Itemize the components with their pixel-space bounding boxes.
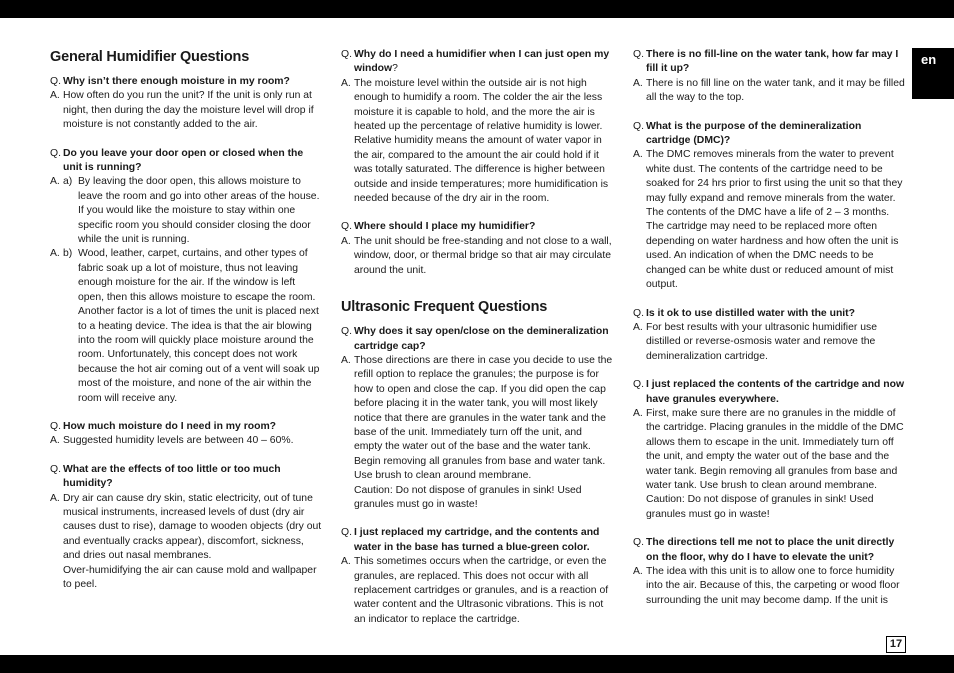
- section-heading-general: General Humidifier Questions: [50, 49, 250, 65]
- qa-item: [341, 48, 613, 206]
- answer: A. The moisture level within the outside air is not high enough to humidify a room. The colder the air the less moisture it is capable to hold, and the more the air is heated up the percentage of relative humidity is lower. Relative humidity means the amount of water vapor in the air, compared to the amount the air could hold if it was totally saturated. The difference is higher between outside and inside temperatures; more humidification is needed because of the dry air in the room.: [341, 77, 609, 205]
- question: Q. Where should I place my humidifier?: [341, 221, 536, 233]
- answer: A. This sometimes occurs when the cartridge, or even the granules, are replaced. This does not occur with all replacement cartridges or granules, and is a reaction of water content and the Ultrasonic vibrations. This is not an indicator to replace the cartridge.: [341, 556, 609, 625]
- bottom-black-bar: [0, 655, 954, 673]
- qa-item: [50, 420, 322, 449]
- question: Q. There is no fill-line on the water tank, how far may I fill it up?: [633, 49, 899, 75]
- question: Q. What is the purpose of the demineralization cartridge (DMC)?: [633, 120, 862, 147]
- question: Q. I just replaced my cartridge, and the contents and water in the base has turned a blue-green color.: [341, 527, 600, 553]
- qa-item: [50, 147, 322, 406]
- question: Q. How much moisture do I need in my room?: [50, 420, 277, 432]
- qa-item: [633, 536, 905, 608]
- answer: A. For best results with your ultrasonic humidifier use distilled or reverse-osmosis water and remove the demineralization cartridge.: [633, 321, 877, 362]
- qa-item: [633, 120, 905, 293]
- section-heading-ultrasonic: Ultrasonic Frequent Questions: [341, 299, 548, 316]
- answer: A. b) Wood, leather, carpet, curtains, and other types of fabric soak up a lot of moisture, thus not leaving enough moisture for the air. If the window is left open, then this allows moisture to escape the room. Another factor is a lot of times the unit is placed next to a heating device. The idea is that the air blowing into the room will quickly place moisture around the room. Unfortunately, this concept does not work because the hot air coming out of a vent will soak up most of the moisture, and none of the air within the room will receive any.: [50, 248, 320, 404]
- qa-item: [633, 307, 905, 365]
- answer: A. There is no fill line on the water tank, and it may be filled all the way to the top.: [633, 77, 905, 104]
- answer: A. The unit should be free-standing and not close to a wall, window, door, or thermal bridge so that air may circulate around the unit.: [341, 235, 612, 276]
- question: Q. Why do I need a humidifier when I can just open my window?: [341, 49, 610, 75]
- question: Q. Why isn’t there enough moisture in my room?: [50, 76, 290, 87]
- qa-item: [50, 75, 322, 133]
- qa-item: [633, 378, 905, 522]
- qa-item: [50, 463, 322, 593]
- qa-item: [341, 325, 613, 512]
- question: Q. I just replaced the contents of the cartridge and now have granules everywhere.: [633, 379, 905, 405]
- answer: A. First, make sure there are no granules in the middle of the cartridge. Placing granules in the middle of the DMC allows them to escape in the unit. Immediately turn off the unit, and empty the water out of the base and the water tank. Begin removing all granules from base and water tank. Use brush to clean around membrane. Caution: Do not dispose of granules in sink! Used granules must go in waste!: [633, 407, 904, 520]
- column-2: [341, 48, 613, 641]
- top-black-bar: [0, 0, 954, 18]
- answer: A. a) By leaving the door open, this allows moisture to leave the room and go into other areas of the house. If you would like the moisture to stay within one specific room you should consider closing the door while the unit is running.: [50, 176, 320, 246]
- qa-item: [633, 48, 905, 106]
- answer: A. How often do you run the unit? If the unit is only run at night, then during the day the moisture level will drop if moisture is not constantly added to the air.: [50, 90, 314, 131]
- qa-item: [341, 526, 613, 627]
- question: Q. Is it ok to use distilled water with the unit?: [633, 307, 855, 319]
- answer: A. The idea with this unit is to allow one to force humidity into the air. Because of this, the carpeting or wood floor surrounding the unit may become damp. If the unit is: [633, 566, 900, 606]
- language-tab: en: [912, 48, 954, 99]
- answer: A. Dry air can cause dry skin, static electricity, out of tune musical instruments, increased levels of dust (dry air causes dust to rise), damage to wooden objects (dry out and eventually cracks appear), discomfort, sickness, and dries out nasal membranes. Over-humidifying the air can cause mold and wallpaper to peel.: [50, 492, 322, 590]
- question: Q. Why does it say open/close on the demineralization cartridge cap?: [341, 326, 609, 352]
- answer: A. Those directions are there in case you decide to use the refill option to replace the granules; the purpose is for how to open and close the cap. If you did open the cap before placing it in the water tank, you will most likely notice that there are granules in the water tank and the base of the unit. Immediately turn off the unit, and empty the water out of the base and the water tank. Begin removing all granules from base and water tank. Use brush to clean around membrane. Caution: Do not dispose of granules in sink! Used granules must go in waste!: [341, 354, 613, 510]
- answer: A. The DMC removes minerals from the water to prevent white dust. The contents of the cartridge need to be soaked for 24 hrs prior to first using the unit so that they may fully expand and remove minerals from the water. The contents of the DMC have a life of 2 – 3 months. The cartridge may need to be replaced more often depending on water hardness and how often the unit is used. An indication of when the DMC needs to be changed can be white dust or reduced amount of mist output.: [633, 149, 903, 291]
- column-1: [50, 48, 322, 606]
- column-3: [633, 48, 905, 622]
- page-number: 17: [886, 636, 906, 653]
- answer: A. Suggested humidity levels are between 40 – 60%.: [50, 435, 294, 447]
- question: Q. What are the effects of too little or too much humidity?: [50, 463, 281, 490]
- question: Q. Do you leave your door open or closed when the unit is running?: [50, 147, 304, 174]
- question: Q. The directions tell me not to place the unit directly on the floor, why do I have to elevate the unit?: [633, 537, 895, 563]
- qa-item: [341, 220, 613, 278]
